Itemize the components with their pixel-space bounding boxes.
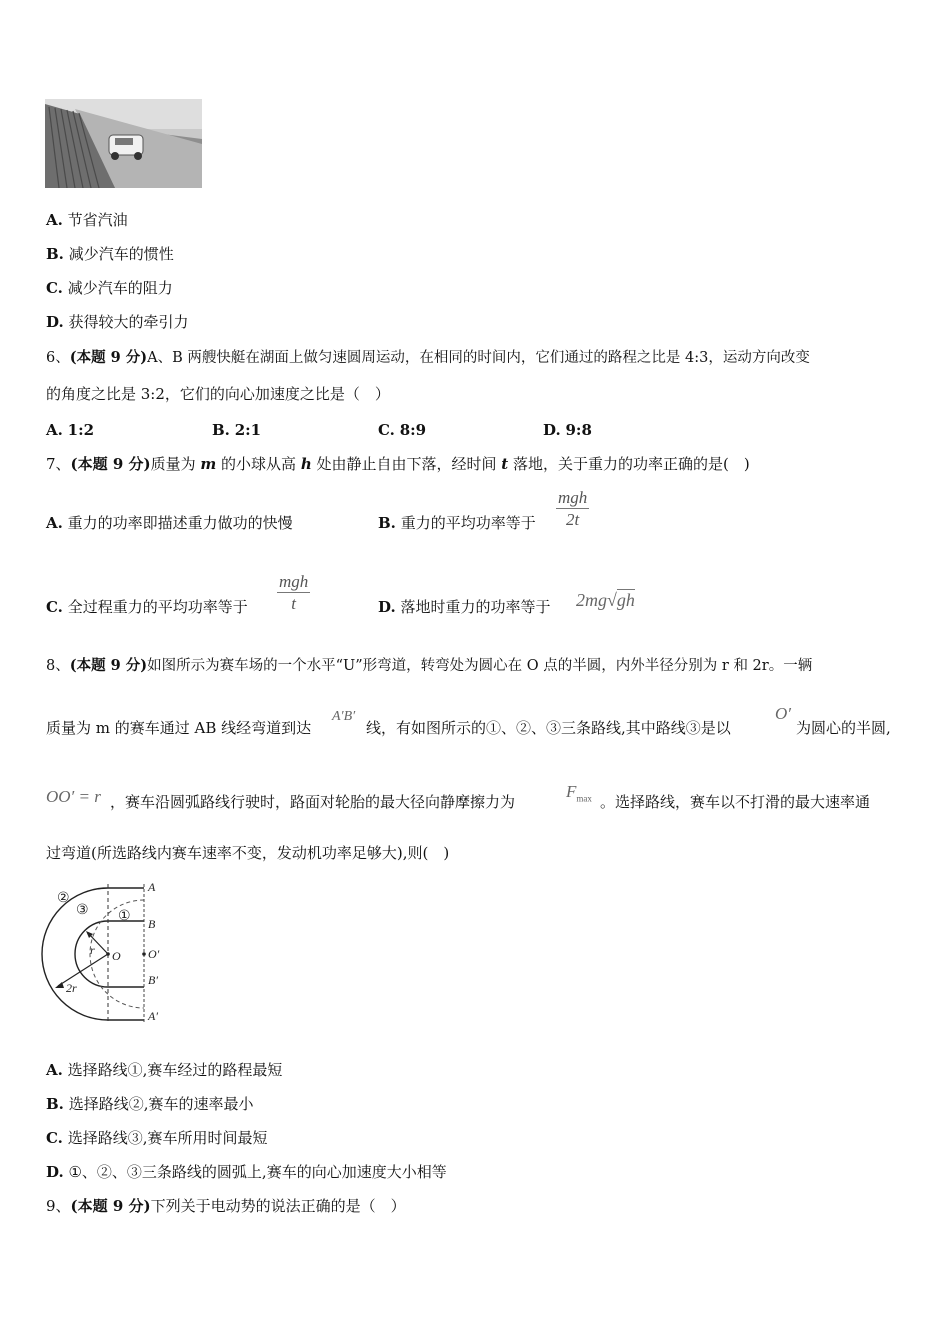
q8-option-a: A. 选择路线①,赛车经过的路程最短 <box>46 1061 283 1079</box>
fig-label-o-prime: O′ <box>148 947 160 961</box>
u-turn-track-figure <box>40 876 180 1026</box>
q8-option-b: B. 选择路线②,赛车的速率最小 <box>46 1095 254 1113</box>
q8-stem-line2b: 线，有如图所示的①、②、③三条路线,其中路线③是以 <box>366 719 731 737</box>
q5-option-a: A. 节省汽油 <box>46 211 128 229</box>
q7-option-d: D. 落地时重力的功率等于 <box>378 598 551 616</box>
fig-route-2: ② <box>57 890 70 906</box>
fig-label-a: A <box>148 880 156 894</box>
q7-option-a: A. 重力的功率即描述重力做功的快慢 <box>46 514 293 532</box>
q6-option-d: D. 9:8 <box>543 421 592 439</box>
q7-stem: 7、(本题 9 分)质量为 m 的小球从高 h 处由静止自由下落，经时间 t 落地，关于重力的功率正确的是( ) <box>46 455 750 473</box>
fig-route-3: ③ <box>76 902 89 918</box>
q5-option-d: D. 获得较大的牵引力 <box>46 313 189 331</box>
q6-stem-line1: 6、(本题 9 分)A、B 两艘快艇在湖面上做匀速圆周运动，在相同的时间内，它们通过的路程之比是 4:3，运动方向改变 <box>46 349 810 366</box>
banked-road-car-photo <box>45 99 202 188</box>
q8-stem-line4: 过弯道(所选路线内赛车速率不变，发动机功率足够大),则( ) <box>46 844 450 862</box>
q5-option-c: C. 减少汽车的阻力 <box>46 279 173 297</box>
q8-ab-prime: A′B′ <box>332 709 356 724</box>
fig-label-o: O <box>112 949 121 963</box>
q6-option-a: A. 1:2 <box>46 421 95 439</box>
fig-label-r: r <box>90 943 95 957</box>
fig-label-a-prime: A′ <box>148 1009 158 1023</box>
q7-option-d-formula: 2mg√gh <box>576 590 635 610</box>
q6-option-c: C. 8:9 <box>378 421 427 439</box>
q8-fmax: $F_{max}$ <box>566 782 592 804</box>
fig-label-b-prime: B′ <box>148 973 158 987</box>
q8-option-d: D. ①、②、③三条路线的圆弧上,赛车的向心加速度大小相等 <box>46 1163 447 1181</box>
q9-stem: 9、(本题 9 分)下列关于电动势的说法正确的是（ ） <box>46 1197 406 1215</box>
q7-option-b-formula: mgh 2t <box>558 488 588 529</box>
q7-option-c: C. 全过程重力的平均功率等于 <box>46 598 248 616</box>
fig-label-b: B <box>148 917 156 931</box>
q8-oo-prime: OO′ = r <box>46 787 101 806</box>
q6-option-b: B. 2:1 <box>212 421 262 439</box>
q8-stem-line2a: 质量为 m 的赛车通过 AB 线经弯道到达 <box>46 719 312 737</box>
q6-stem-line2: 的角度之比是 3:2，它们的向心加速度之比是（ ） <box>46 385 390 403</box>
q8-option-c: C. 选择路线③,赛车所用时间最短 <box>46 1129 268 1147</box>
fig-label-2r: 2r <box>66 981 77 995</box>
q8-stem-line3b: 。选择路线，赛车以不打滑的最大速率通 <box>600 793 871 811</box>
q5-option-b: B. 减少汽车的惯性 <box>46 245 174 263</box>
fig-route-1: ① <box>118 908 131 924</box>
q8-stem-line3a: ，赛车沿圆弧路线行驶时，路面对轮胎的最大径向静摩擦力为 <box>110 793 516 811</box>
q8-stem-line1: 8、(本题 9 分)如图所示为赛车场的一个水平“U”形弯道，转弯处为圆心在 O 点的半圆，内外半径分别为 r 和 2r。一辆 <box>46 657 813 674</box>
q8-o-prime: O′ <box>775 704 791 723</box>
q7-option-c-formula: mgh t <box>279 572 309 613</box>
q8-stem-line2c: 为圆心的半圆, <box>796 719 891 737</box>
q7-option-b: B. 重力的平均功率等于 <box>378 514 536 532</box>
